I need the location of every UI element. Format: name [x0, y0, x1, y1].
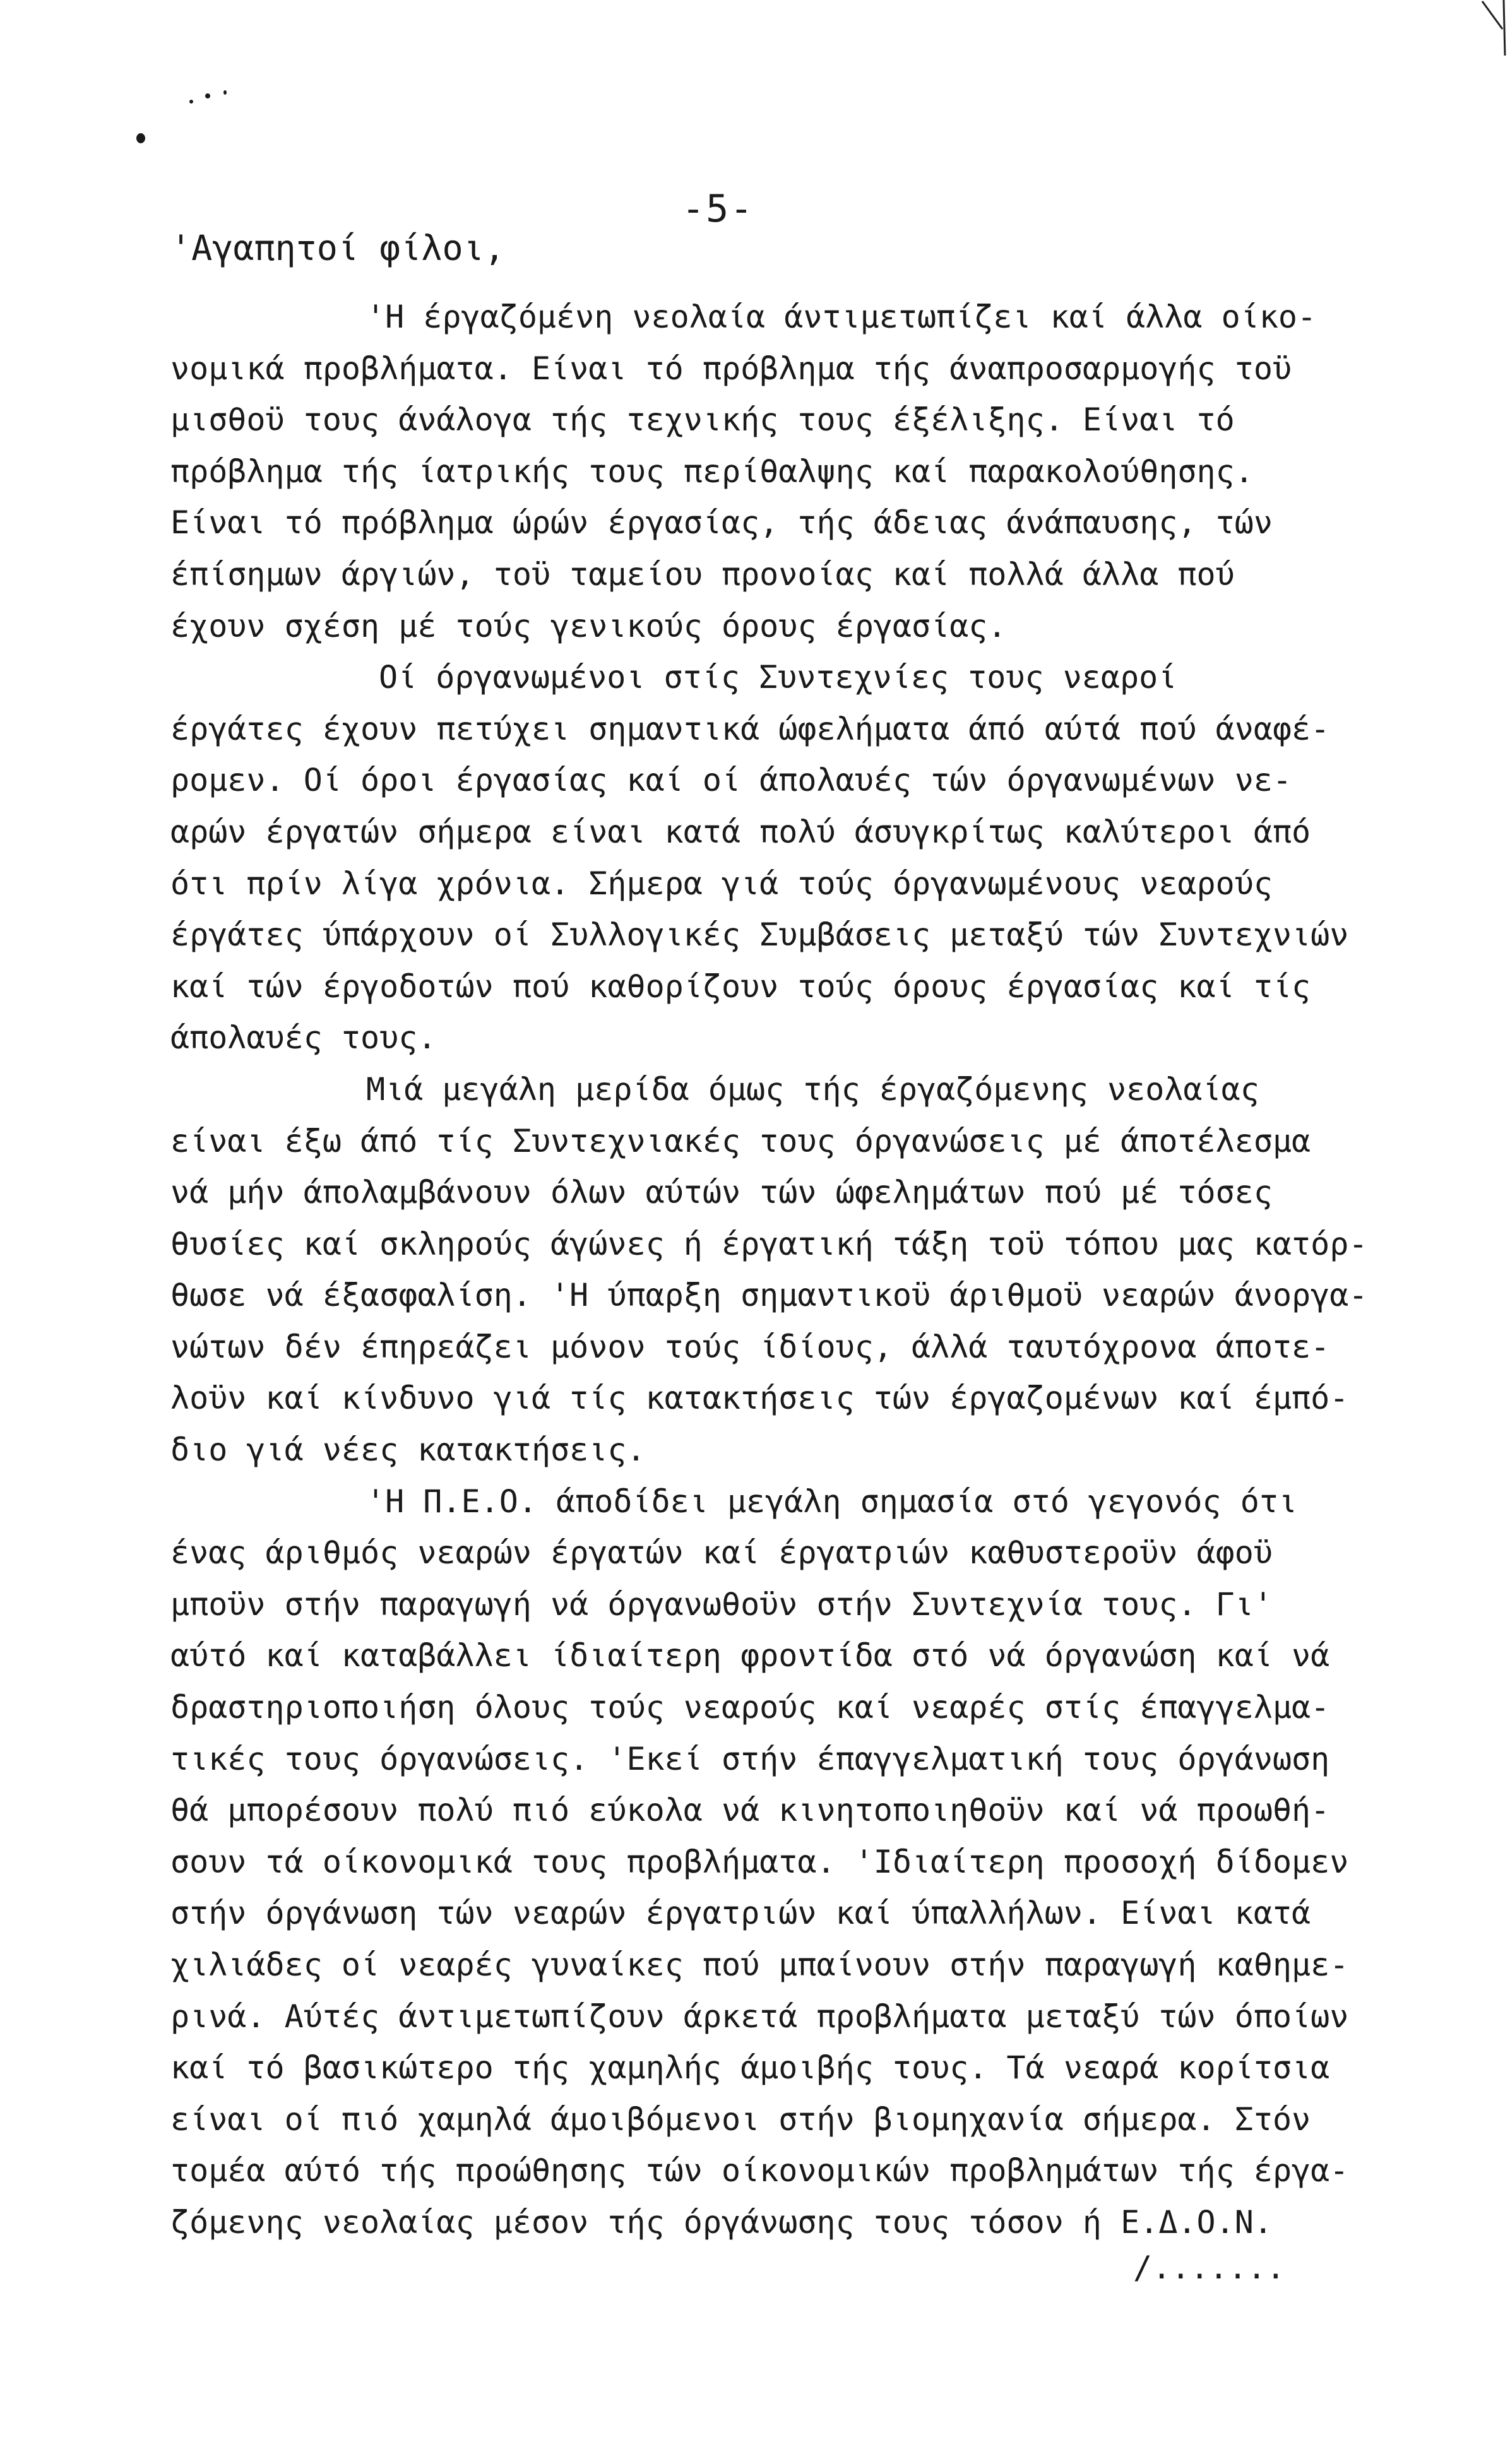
text-line: δραστηριοποιήση όλους τούς νεαρούς καί νεαρές στίς έπαγγελμα-	[170, 1689, 1330, 1726]
ink-speck	[205, 93, 210, 98]
text-line: μποϋν στήν παραγωγή νά όργανωθοϋν στήν Συντεχνία τους. Γι'	[170, 1585, 1273, 1623]
text-line: αύτό καί καταβάλλει ίδιαίτερη φροντίδα στό νά όργανώση καί νά	[170, 1637, 1330, 1674]
text-line: τικές τους όργανώσεις. 'Εκεί στήν έπαγγελματική τους όργάνωση	[170, 1740, 1330, 1777]
text-line: έργάτες έχουν πετύχει σημαντικά ώφελήματα άπό αύτά πού άναφέ-	[170, 710, 1330, 747]
ink-speck	[189, 100, 193, 104]
text-line: νώτων δέν έπηρεάζει μόνον τούς ίδίους, άλλά ταυτόχρονα άποτε-	[170, 1328, 1330, 1365]
text-line: χιλιάδες οί νεαρές γυναίκες πού μπαίνουν στήν παραγωγή καθημε-	[170, 1946, 1349, 1983]
corner-mark	[1481, 0, 1506, 57]
text-line: έπίσημων άργιών, τοϋ ταμείου προνοίας καί πολλά άλλα πού	[170, 555, 1235, 593]
text-line: θυσίες καί σκληρούς άγώνες ή έργατική τάξη τοϋ τόπου μας κατόρ-	[170, 1225, 1368, 1262]
text-line: Οί όργανωμένοι στίς Συντεχνίες τους νεαροί	[379, 659, 1177, 696]
text-line: στήν όργάνωση τών νεαρών έργατριών καί ύπαλλήλων. Είναι κατά	[170, 1895, 1311, 1932]
continuation-mark: /.......	[1133, 2249, 1285, 2286]
ink-speck	[223, 90, 227, 95]
text-line: ένας άριθμός νεαρών έργατών καί έργατριών καθυστεροϋν άφοϋ	[170, 1534, 1273, 1572]
text-line: άπολαυές τους.	[170, 1019, 437, 1057]
text-line: νά μήν άπολαμβάνουν όλων αύτών τών ώφελημάτων πού μέ τόσες	[170, 1174, 1273, 1211]
text-line: θά μπορέσουν πολύ πιό εύκολα νά κινητοποιηθοϋν καί νά προωθή-	[170, 1792, 1330, 1829]
text-line: τομέα αύτό τής προώθησης τών οίκονομικών προβλημάτων τής έργα-	[170, 2152, 1349, 2189]
text-line: είναι έξω άπό τίς Συντεχνιακές τους όργανώσεις μέ άποτέλεσμα	[170, 1122, 1311, 1159]
text-line: έργάτες ύπάρχουν οί Συλλογικές Συμβάσεις μεταξύ τών Συντεχνιών	[170, 916, 1349, 954]
text-line: ότι πρίν λίγα χρόνια. Σήμερα γιά τούς όργανωμένους νεαρούς	[170, 865, 1273, 902]
text-line: λοϋν καί κίνδυνο γιά τίς κατακτήσεις τών έργαζομένων καί έμπό-	[170, 1380, 1349, 1417]
text-line: θωσε νά έξασφαλίση. 'Η ύπαρξη σημαντικοϋ άριθμοϋ νεαρών άνοργα-	[170, 1277, 1368, 1314]
text-line: Μιά μεγάλη μερίδα όμως τής έργαζόμενης νεολαίας	[366, 1070, 1259, 1108]
text-line: μισθοϋ τους άνάλογα τής τεχνικής τους έξέλιξης. Είναι τό	[170, 401, 1235, 439]
salutation: 'Αγαπητοί φίλοι,	[170, 228, 505, 268]
text-line: 'Η Π.Ε.Ο. άποδίδει μεγάλη σημασία στό γεγονός ότι	[366, 1483, 1298, 1520]
text-line: διο γιά νέες κατακτήσεις.	[170, 1431, 646, 1469]
text-line: πρόβλημα τής ίατρικής τους περίθαλψης καί παρακολούθησης.	[170, 453, 1254, 490]
page-number: -5-	[682, 187, 754, 231]
text-line: είναι οί πιό χαμηλά άμοιβόμενοι στήν βιομηχανία σήμερα. Στόν	[170, 2100, 1311, 2138]
text-line: ρινά. Αύτές άντιμετωπίζουν άρκετά προβλήματα μεταξύ τών όποίων	[170, 1998, 1349, 2035]
ink-speck	[136, 133, 145, 143]
paragraph-3	[170, 1064, 1408, 1476]
text-line: ζόμενης νεολαίας μέσον τής όργάνωσης τους τόσον ή Ε.Δ.Ο.Ν.	[170, 2203, 1273, 2241]
letter-body	[170, 292, 1408, 2249]
text-line: 'Η έργαζόμένη νεολαία άντιμετωπίζει καί άλλα οίκο-	[366, 299, 1317, 335]
text-line: νομικά προβλήματα. Είναι τό πρόβλημα τής άναπροσαρμογής τοϋ	[170, 350, 1292, 387]
text-line: αρών έργατών σήμερα είναι κατά πολύ άσυγκρίτως καλύτεροι άπό	[170, 813, 1311, 850]
text-line: καί τών έργοδοτών πού καθορίζουν τούς όρους έργασίας καί τίς	[170, 968, 1311, 1005]
text-line: καί τό βασικώτερο τής χαμηλής άμοιβής τους. Τά νεαρά κορίτσια	[170, 2049, 1330, 2087]
paragraph-1	[170, 292, 1408, 652]
text-line: έχουν σχέση μέ τούς γενικούς όρους έργασίας.	[170, 607, 1007, 644]
paragraph-2	[170, 652, 1408, 1064]
text-line: Είναι τό πρόβλημα ώρών έργασίας, τής άδειας άνάπαυσης, τών	[170, 504, 1273, 542]
paragraph-4	[170, 1476, 1408, 2249]
text-line: ρομεν. Οί όροι έργασίας καί οί άπολαυές τών όργανωμένων νε-	[170, 762, 1292, 799]
text-line: σουν τά οίκονομικά τους προβλήματα. 'Ιδιαίτερη προσοχή δίδομεν	[170, 1843, 1349, 1880]
